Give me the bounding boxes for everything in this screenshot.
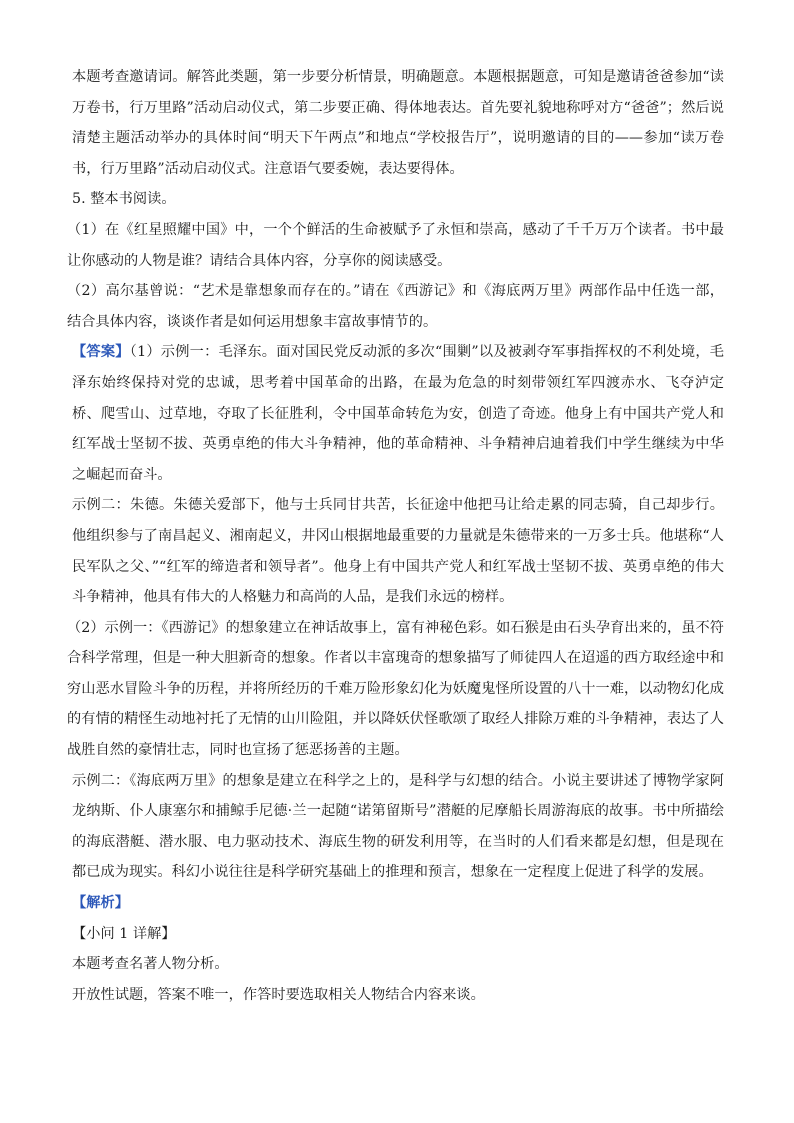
analysis-line-2: 开放性试题，答案不唯一，作答时要选取相关人物结合内容来谈。 bbox=[72, 986, 485, 1003]
answer-label: 【答案】 bbox=[72, 344, 130, 361]
analysis-label: 【解析】 bbox=[72, 895, 129, 912]
intro-analysis-paragraph: 本题考查邀请词。解答此类题，第一步要分析情景，明确题意。本题根据题意，可知是邀请爸爸参加“读万卷书，行万里路”活动启动仪式，第二步要正确、得体地表达。首先要礼貌地称呼对方“爸爸”；然后说清楚主题活动举办的具体时间“明天下午两点”和地点“学校报告厅”，说明邀请的目的——参加“读万卷书，行万里路”活动启动仪式。注意语气要委婉，表达要得体。 bbox=[72, 69, 724, 177]
question-5-part-2: （2）高尔基曾说：“艺术是靠想象而存在的。”请在《西游记》和《海底两万里》两部作品中任选一部，结合具体内容，谈谈作者是如何运用想象丰富故事情节的。 bbox=[67, 283, 724, 330]
answer-paragraph-3: （2）示例一：《西游记》的想象建立在神话故事上，富有神秘色彩。如石猴是由石头孕育出来的，虽不符合科学常理，但是一种大胆新奇的想象。作者以丰富瑰奇的想象描写了师徒四人在迢遥的西方取经途中和穷山恶水冒险斗争的历程，并将所经历的千难万险形象幻化为妖魔鬼怪所设置的八十一难，以动物幻化成的有情的精怪生动地衬托了无情的山川险阻，并以降妖伏怪歌颂了取经人排除万难的斗争精神，表达了人战胜自然的豪情壮志，同时也宣扬了惩恶扬善的主题。 bbox=[67, 619, 724, 759]
question-5-title: 5. 整本书阅读。 bbox=[72, 191, 176, 208]
answer-paragraph-1 bbox=[72, 337, 724, 490]
answer-text-1: （1）示例一：毛泽东。面对国民党反动派的多次“围剿”以及被剥夺军事指挥权的不利处境，毛泽东始终保持对党的忠诚，思考着中国革命的出路，在最为危急的时刻带领红军四渡赤水、飞夺泸定桥、爬雪山、过草地，夺取了长征胜利，令中国革命转危为安，创造了奇迹。他身上有中国共产党人和红军战士坚韧不拔、英勇卓绝的伟大斗争精神，他的革命精神、斗争精神启迪着我们中学生继续为中华之崛起而奋斗。 bbox=[72, 344, 724, 483]
analysis-line-1: 本题考查名著人物分析。 bbox=[72, 956, 229, 973]
sub-question-1-title: 【小问 1 详解】 bbox=[72, 925, 176, 942]
answer-paragraph-4: 示例二：《海底两万里》的想象是建立在科学之上的，是科学与幻想的结合。小说主要讲述了博物学家阿龙纳斯、仆人康塞尔和捕鲸手尼德·兰一起随“诺第留斯号”潜艇的尼摩船长周游海底的故事。书中所描绘的海底潜艇、潜水服、电力驱动技术、海底生物的研发利用等，在当时的人们看来都是幻想，但是现在都已成为现实。科幻小说往往是科学研究基础上的推理和预言，想象在一定程度上促进了科学的发展。 bbox=[72, 772, 724, 881]
question-5-part-1: （1）在《红星照耀中国》中，一个个鲜活的生命被赋予了永恒和崇高，感动了千千万万个读者。书中最让你感动的人物是谁？请结合具体内容，分享你的阅读感受。 bbox=[67, 221, 724, 269]
answer-paragraph-2: 示例二：朱德。朱德关爱部下，他与士兵同甘共苦，长征途中他把马让给走累的同志骑，自己却步行。他组织参与了南昌起义、湘南起义，井冈山根据地最重要的力量就是朱德带来的一万多士兵。他堪称“人民军队之父、”“红军的缔造者和领导者”。他身上有中国共产党人和红军战士坚韧不拔、英勇卓绝的伟大斗争精神，他具有伟大的人格魅力和高尚的人品，是我们永远的榜样。 bbox=[72, 497, 724, 606]
analysis-label-line bbox=[72, 888, 724, 919]
